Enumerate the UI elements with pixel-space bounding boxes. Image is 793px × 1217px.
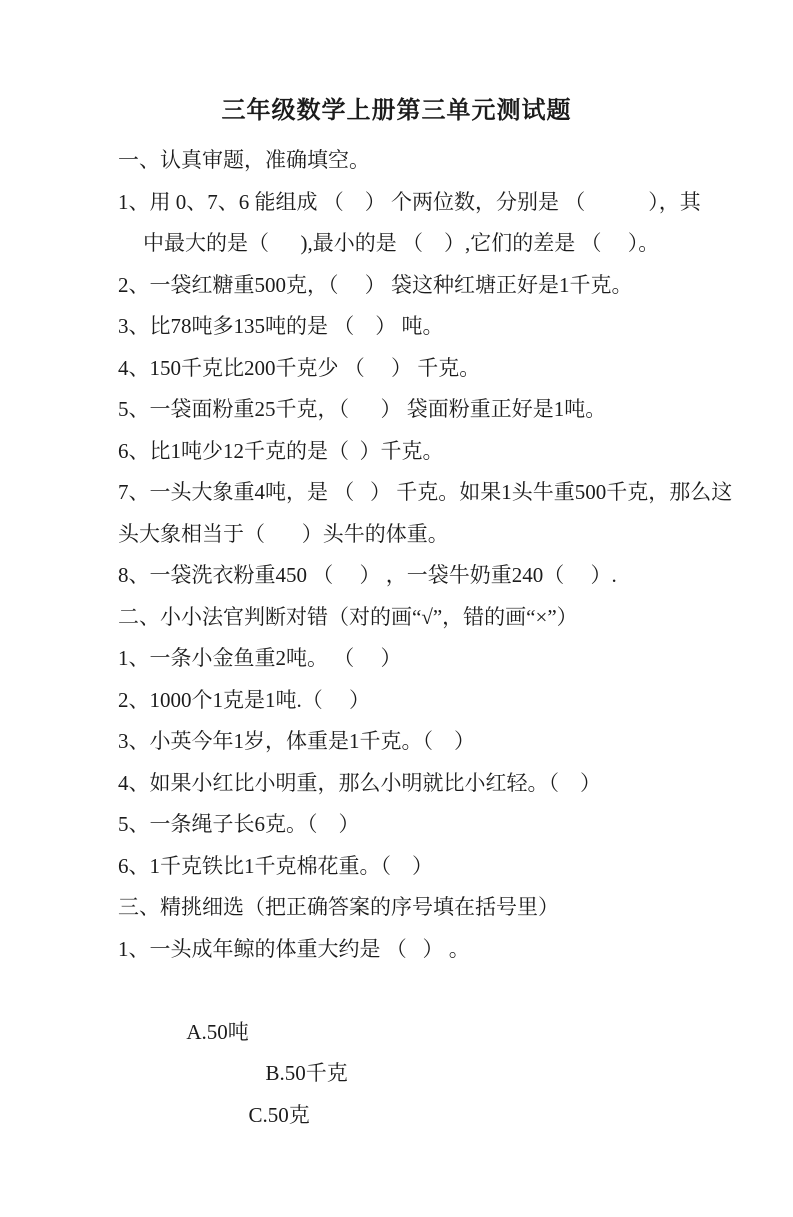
- section-2-heading: 二、小小法官判断对错（对的画“√”，错的画“×”）: [118, 604, 578, 629]
- s3-question-1-options: [0, 970, 793, 1127]
- page-title: 三年级数学上册第三单元测试题: [221, 98, 572, 124]
- s1-question-3: 3、比78吨多135吨的是 （ ） 吨。: [118, 314, 444, 338]
- section-fill-in-blanks: [0, 140, 793, 597]
- s3-question-1: 1、一头成年鲸的体重大约是 （ ） 。: [118, 936, 470, 961]
- s1-question-6: 6、比1吨少12千克的是（ ）千克。: [118, 438, 444, 463]
- s1-question-1-line-1: 1、用 0、7、6 能组成 （ ） 个两位数，分别是 （ ），其: [118, 189, 701, 214]
- section-true-false: [0, 597, 793, 888]
- s1-question-1-line-2: 中最大的是（ ),最小的是 （ ）,它们的差是 （ ）。: [143, 231, 660, 255]
- s2-question-6: 6、1千克铁比1千克棉花重。（ ）: [118, 853, 433, 878]
- s2-question-3: 3、小英今年1岁，体重是1千克。（ ）: [118, 729, 475, 753]
- option-a: A.50吨: [186, 1019, 249, 1044]
- s1-question-8: 8、一袋洗衣粉重450 （ ） ，一袋牛奶重240（ ）.: [118, 563, 617, 587]
- option-c: C.50克: [248, 1102, 310, 1127]
- section-3-heading: 三、精挑细选（把正确答案的序号填在括号里）: [118, 895, 559, 919]
- s2-question-1: 1、一条小金鱼重2吨。 （ ）: [118, 646, 402, 670]
- s2-question-4: 4、如果小红比小明重，那么小明就比小红轻。（ ）: [118, 770, 601, 795]
- s1-question-2: 2、一袋红糖重500克，（ ） 袋这种红塘正好是1千克。: [118, 272, 633, 297]
- section-1-heading: 一、认真审题，准确填空。: [118, 148, 370, 172]
- section-multiple-choice: [0, 887, 793, 1127]
- s2-question-2: 2、1000个1克是1吨.（ ）: [118, 687, 370, 712]
- s1-question-4: 4、150千克比200千克少 （ ） 千克。: [118, 355, 481, 380]
- s2-question-5: 5、一条绳子长6克。（ ）: [118, 812, 360, 836]
- s1-question-7-line-2: 头大象相当于（ ）头牛的体重。: [118, 521, 449, 546]
- s1-question-5: 5、一袋面粉重25千克，（ ） 袋面粉重正好是1吨。: [118, 397, 607, 421]
- option-b: B.50千克: [265, 1061, 348, 1085]
- s1-question-7-line-1: 7、一头大象重4吨，是 （ ） 千克。如果1头牛重500千克，那么这: [118, 480, 733, 504]
- worksheet-page: [0, 95, 793, 1217]
